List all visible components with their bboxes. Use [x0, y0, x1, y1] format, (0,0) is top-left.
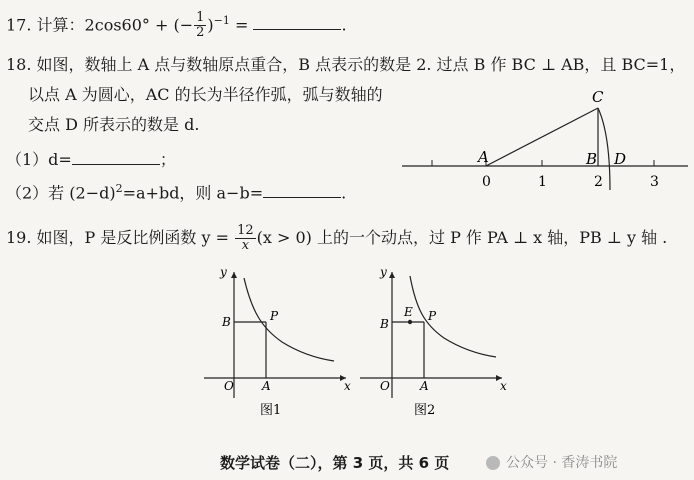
- fig2-label-O: O: [380, 379, 390, 393]
- fig1-label-B: B: [222, 315, 231, 329]
- fig2-label-y: y: [380, 265, 387, 279]
- fig2-label-B: B: [380, 317, 389, 331]
- q18-sub1: （1）d= ；: [6, 150, 176, 169]
- fig1-caption: 图1: [260, 403, 282, 418]
- q19-figure-2: [352, 262, 512, 432]
- fig2-point-E: [408, 320, 412, 324]
- q17-prefix: 17. 计算：: [6, 15, 85, 35]
- segment-AC: [486, 108, 598, 166]
- q19-line: 19. 如图，P 是反比例函数 y = $\frac{12}{x}$ (x > 0) 上的一个动点，过 P 作 PA ⊥ x 轴，PB ⊥ y 轴 .: [6, 223, 668, 253]
- q18-line3: 交点 D 所表示的数是 d.: [28, 115, 200, 134]
- q18-sub2-blank[interactable]: [263, 181, 341, 198]
- fig2-label-x: x: [500, 379, 507, 393]
- q18-sub2: （2）若 $(2-d)^2=a+bd$，则 a−b= .: [6, 182, 347, 203]
- q17-fraction: $\frac{1}{2}$: [196, 10, 205, 41]
- q18-number-line-figure: [398, 86, 690, 196]
- label-A: A: [478, 148, 489, 166]
- q18-line2: 以点 A 为圆心，AC 的长为半径作弧，弧与数轴的: [28, 85, 383, 104]
- q18-line1: 18. 如图，数轴上 A 点与数轴原点重合，B 点表示的数是 2. 过点 B 作 BC ⊥ AB，且 BC=1，: [6, 55, 686, 74]
- tick-label-2: 2: [594, 174, 603, 190]
- q17-eq: =: [229, 15, 254, 35]
- fig1-label-y: y: [220, 265, 227, 279]
- label-B: B: [586, 150, 598, 168]
- watermark: 公众号 · 香涛书院: [486, 452, 617, 472]
- fig2-hyperbola: [410, 276, 496, 357]
- tick-label-1: 1: [538, 174, 547, 190]
- fig1-label-P: P: [270, 309, 279, 323]
- q19-figure-1: [196, 262, 356, 432]
- fig2-label-A: A: [420, 379, 429, 393]
- fig2-caption: 图2: [414, 403, 436, 418]
- tick-label-3: 3: [650, 174, 659, 190]
- fig1-label-x: x: [344, 379, 351, 393]
- q17-line: 17. 计算：2cos60° + (− $\frac{1}{2}$ )$^{-1}$ = .: [6, 10, 347, 41]
- q17-exponent: −1: [213, 14, 230, 27]
- q18-sub1-blank[interactable]: [72, 148, 160, 165]
- fig1-hyperbola: [244, 278, 334, 361]
- label-C: C: [592, 88, 604, 106]
- label-D: D: [614, 150, 627, 168]
- fig1-label-O: O: [224, 379, 234, 393]
- fig1-y-arrow: [231, 272, 237, 278]
- wechat-icon: [486, 456, 500, 470]
- q19-fraction: $\frac{12}{x}$: [237, 223, 254, 253]
- tick-label-0: 0: [482, 174, 491, 190]
- q17-answer-blank[interactable]: [253, 13, 341, 30]
- q17-expr-a: 2cos60° + (−: [84, 15, 194, 35]
- q17-expr-b: ): [207, 15, 214, 35]
- fig2-label-E: E: [404, 305, 413, 319]
- page-footer: 数学试卷（二），第 3 页，共 6 页: [220, 454, 450, 472]
- fig1-label-A: A: [262, 379, 271, 393]
- fig2-y-arrow: [389, 272, 395, 278]
- fig2-label-P: P: [428, 309, 437, 323]
